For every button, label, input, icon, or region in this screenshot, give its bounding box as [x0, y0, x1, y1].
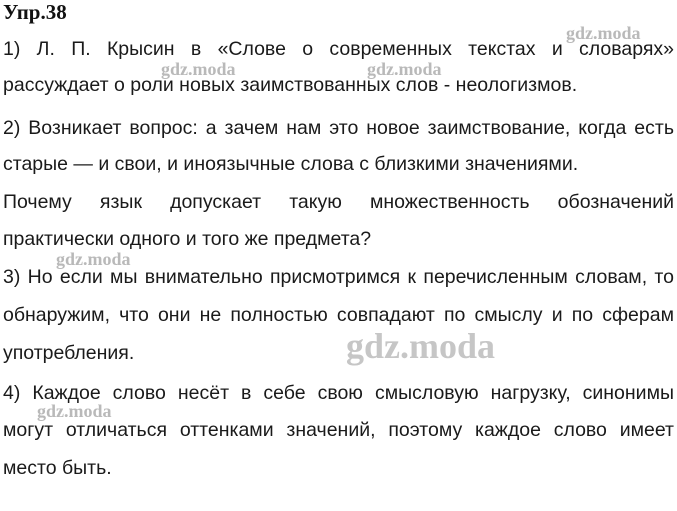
- exercise-title: Упр.38: [3, 0, 67, 24]
- watermark-large: gdz.moda: [346, 326, 496, 366]
- paragraph-line: рассуждает о роли новых заимствованных слов - неологизмов.: [3, 74, 578, 96]
- watermark: gdz.moda: [367, 59, 442, 79]
- watermark: gdz.moda: [566, 23, 641, 43]
- watermark: gdz.moda: [161, 59, 236, 79]
- paragraph-line: употребления.: [3, 342, 135, 364]
- paragraph-line: 2) Возникает вопрос: а зачем нам это новое заимствование, когда есть: [3, 117, 674, 139]
- paragraph-line: практически одного и того же предмета?: [3, 228, 372, 250]
- paragraph-line: могут отличаться оттенками значений, поэтому каждое слово имеет: [3, 419, 674, 441]
- watermark: gdz.moda: [37, 401, 112, 421]
- paragraph-line: обнаружим, что они не полностью совпадают по смыслу и по сферам: [3, 304, 674, 326]
- paragraph-line: Почему язык допускает такую множественность обозначений: [3, 191, 674, 213]
- watermark: gdz.moda: [56, 249, 131, 269]
- paragraph-line: 4) Каждое слово несёт в себе свою смысловую нагрузку, синонимы: [3, 382, 674, 404]
- paragraph-line: 3) Но если мы внимательно присмотримся к перечисленным словам, то: [3, 266, 674, 288]
- paragraph-line: место быть.: [3, 457, 112, 479]
- paragraph-line: 1) Л. П. Крысин в «Слове о современных текстах и словарях»: [3, 38, 674, 60]
- paragraph-line: старые — и свои, и иноязычные слова с близкими значениями.: [3, 153, 579, 175]
